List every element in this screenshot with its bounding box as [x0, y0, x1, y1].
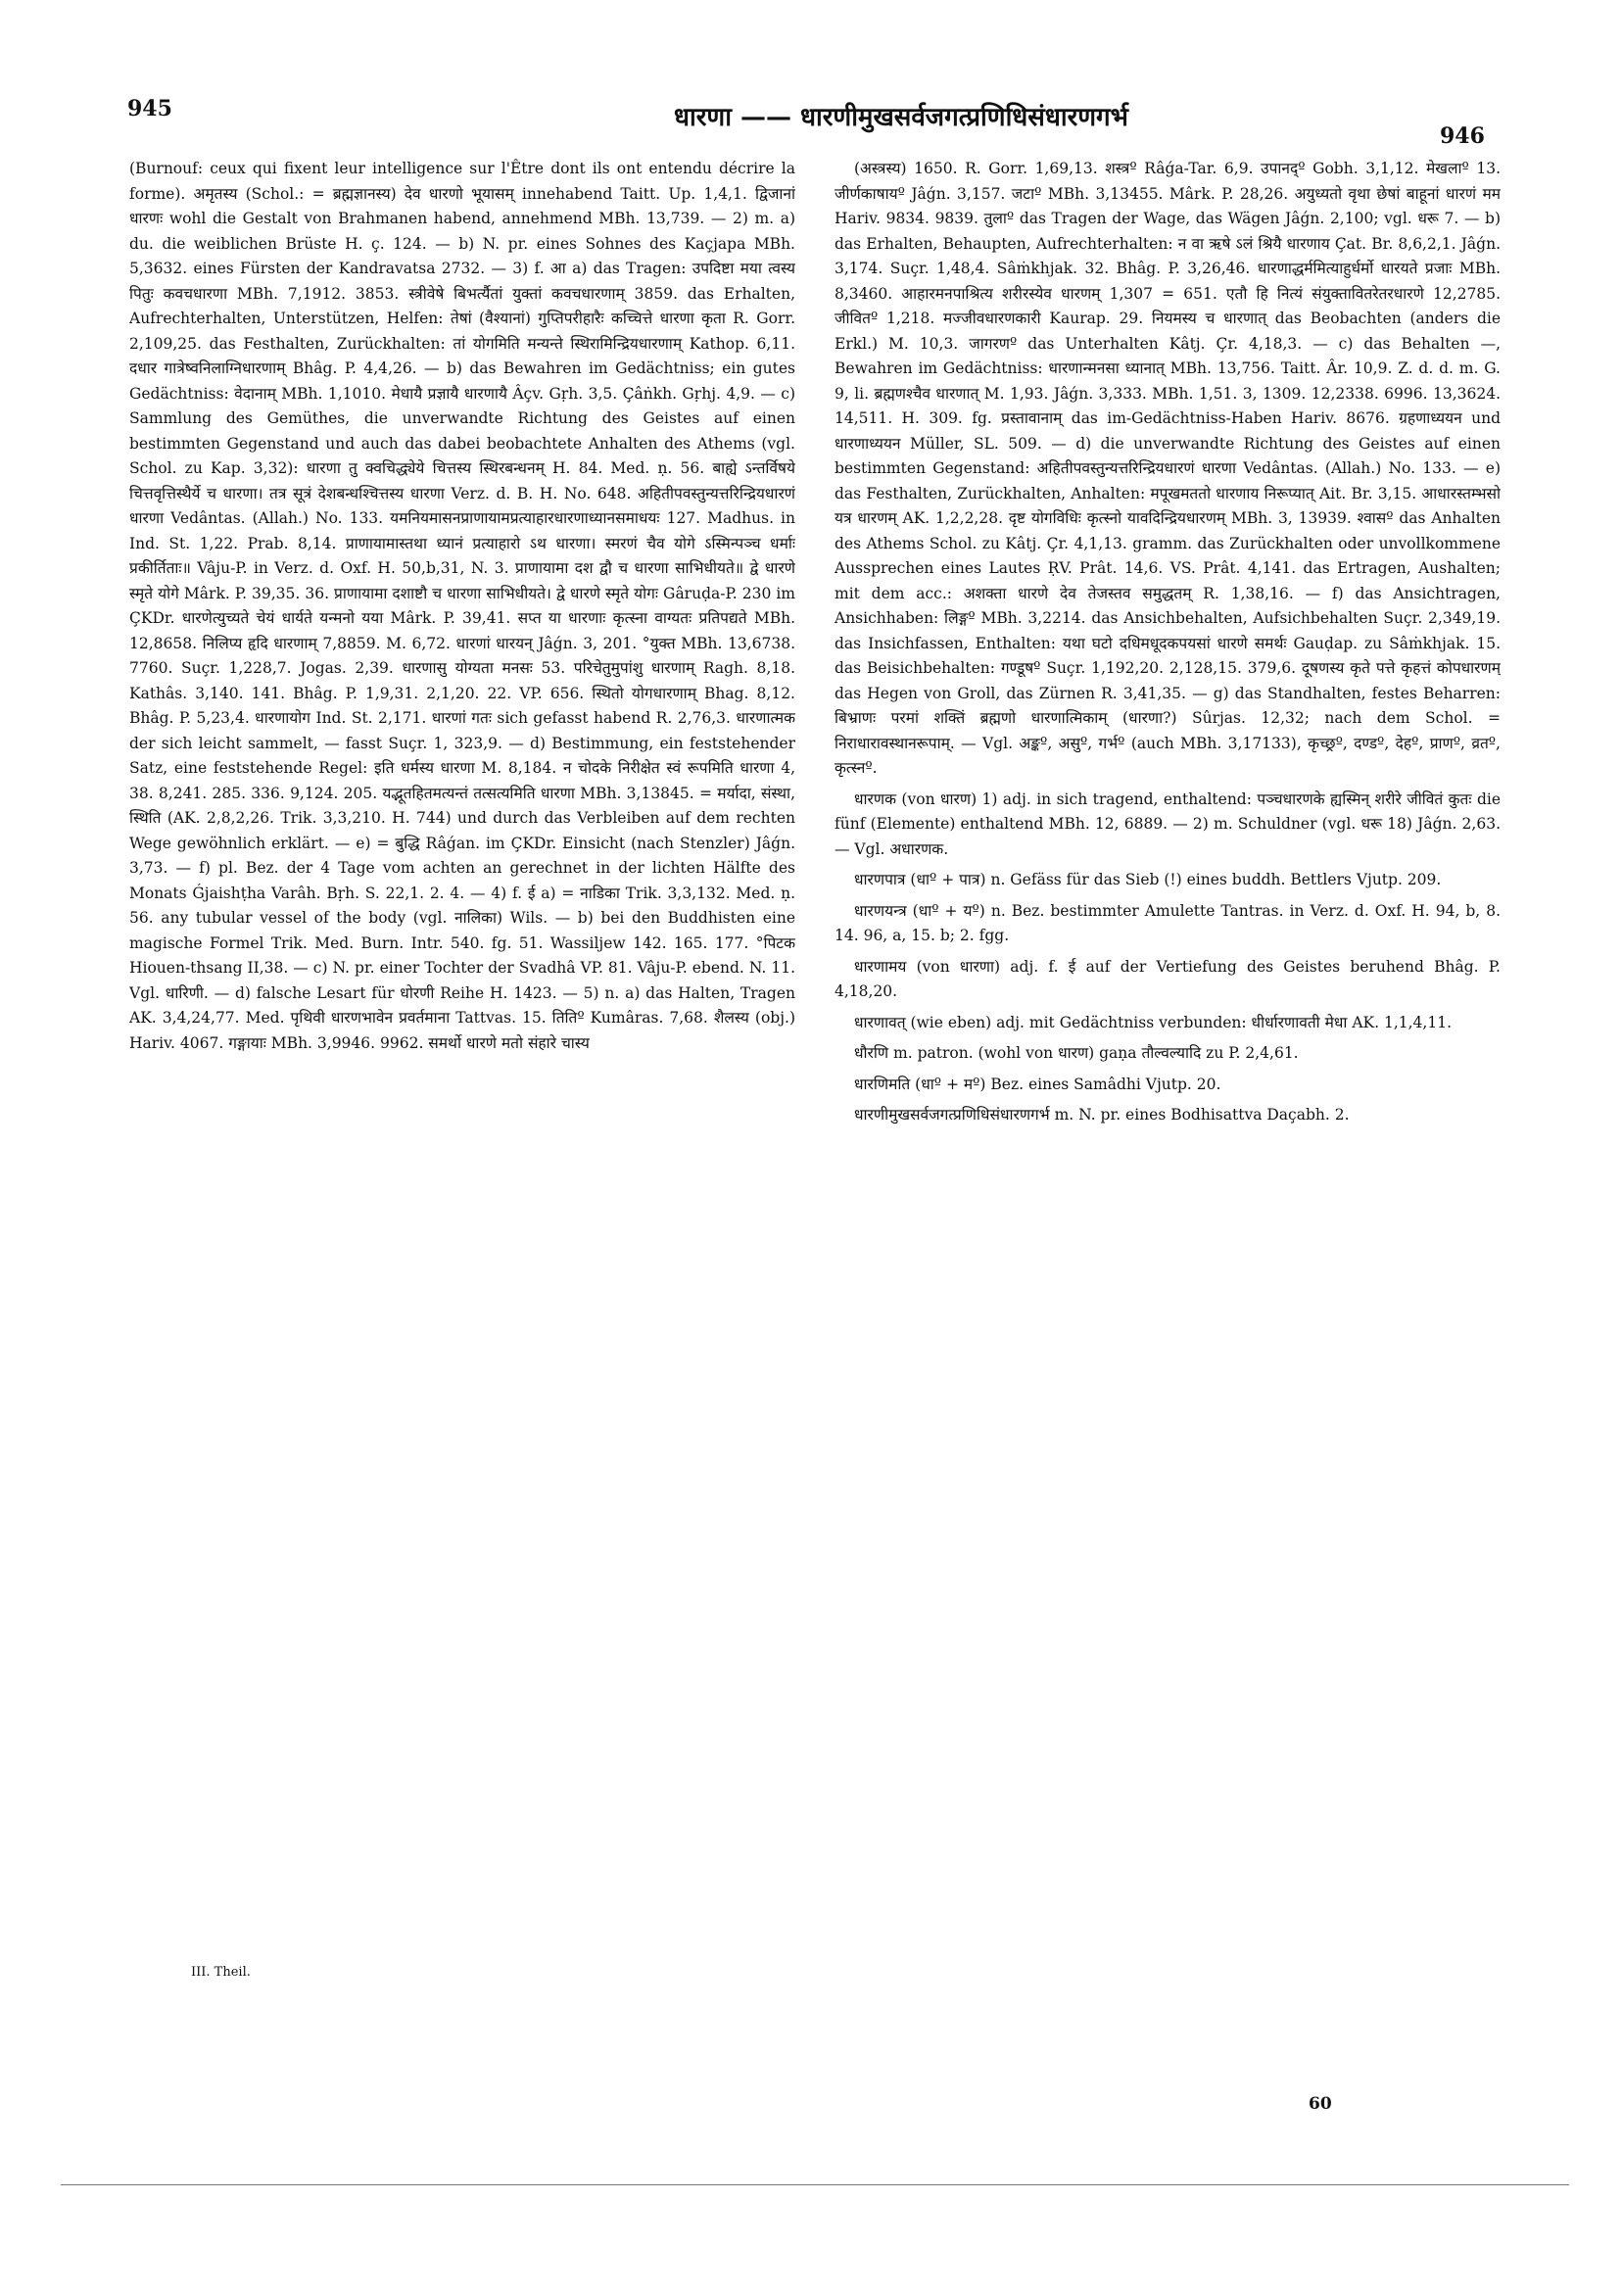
- right-column: [835, 157, 1501, 2096]
- entry-paragraph: धारणपात्र (धाº + पात्र) n. Gefäss für das Sieb (!) eines buddh. Bettlers Vjutp. 209.: [854, 871, 1442, 888]
- entry-paragraph: धौरणि m. patron. (wohl von धारण) gaṇa तौल्वल्यादि zu P. 2,4,61.: [854, 1044, 1299, 1062]
- bottom-rule: [61, 2184, 1569, 2185]
- running-title: धारणा —— धारणीमुखसर्वजगत्प्रणिधिसंधारणगर्भ: [674, 103, 1128, 132]
- entry-paragraph: धारणामय (von धारणा) adj. f. ई auf der Vertiefung des Geistes beruhend Bhâg. P. 4,18,20.: [835, 957, 1501, 1000]
- signature-mark: III. Theil.: [191, 1965, 251, 1980]
- entry-paragraph: धारणयन्त्र (धाº + यº) n. Bez. bestimmter Amulette Tantras. in Verz. d. Oxf. H. 94, b, 8. 14. 96, a, 15. b; 2. fgg.: [835, 901, 1501, 944]
- left-column: [129, 157, 795, 1969]
- entry-paragraph: धारणीमुखसर्वजगत्प्रणिधिसंधारणगर्भ m. N. pr. eines Bodhisattva Daçabh. 2.: [854, 1106, 1350, 1124]
- entry-paragraph: धारणिमति (धाº + मº) Bez. eines Samâdhi Vjutp. 20.: [854, 1075, 1221, 1093]
- page-number-left: 945: [127, 96, 172, 121]
- page-number-right: 946: [1440, 123, 1485, 149]
- sheet-number: 60: [1309, 2094, 1332, 2114]
- entry-paragraph: (Burnouf: ceux qui fixent leur intelligence sur l'Être dont ils ont entendu décrire la forme). अमृतस्य (Schol.: = ब्रह्मज्ञानस्य) देव धारणो भूयासम् innehabend Taitt. Up. 1,4,1. द्विजानां धारणः wohl die Gestalt von Brahmanen habend, annehmend MBh. 13,739. — 2) m. a) du. die weiblichen Brüste H. ç. 124. — b) N. pr. eines Sohnes des Kaçjapa MBh. 5,3632. eines Fürsten der Kandravatsa 2732. — 3) f. आ a) das Tragen: उपदिष्टा मया त्वस्य पितुः कवचधारणा MBh. 7,1912. 3853. स्त्रीवेषे बिभर्त्यैतां युक्तां कवचधारणाम् 3859. das Erhalten, Aufrechterhalten, Unterstützen, Helfen: तेषां (वैश्यानां) गुप्तिपरीहारैः कच्चित्ते धारणा कृता R. Gorr. 2,109,25. das Festhalten, Zurückhalten: तां योगमिति मन्यन्ते स्थिरामिन्द्रियधारणाम् Kathop. 6,11. दधार गात्रेष्वनिलाग्निधारणाम् Bhâg. P. 4,4,26. — b) das Bewahren im Gedächtniss; ein gutes Gedächtniss: वेदानाम् MBh. 1,1010. मेधायै प्रज्ञायै धारणायै Âçv. Gṛh. 3,5. Çâṅkh. Gṛhj. 4,9. — c) Sammlung des Gemüthes, die unverwandte Richtung des Geistes auf einen bestimmten Gegenstand und auch das dabei beobachtete Anhalten des Athems (vgl. Schol. zu Kap. 3,32): धारणा तु क्वचिद्ध्येये चित्तस्य स्थिरबन्धनम् H. 84. Med. ṇ. 56. बाह्ये ऽन्तर्विषये चित्तवृत्तिस्थैर्ये च धारणा। तत्र सूत्रं देशबन्धश्चित्तस्य धारणा Verz. d. B. H. No. 648. अहितीपवस्तुन्यत्तरिन्द्रियधारणं धारणा Vedântas. (Allah.) No. 133. यमनियमासनप्राणायामप्रत्याहारधारणाध्यानसमाधयः 127. Madhus. in Ind. St. 1,22. Prab. 8,14. प्राणायामास्तथा ध्यानं प्रत्याहारो ऽथ धारणा। स्मरणं चैव योगे ऽस्मिन्पञ्च धर्माः प्रकीर्तिताः॥ Vâju-P. in Verz. d. Oxf. H. 50,b,31, N. 3. प्राणायामा दश द्वौ च धारणा साभिधीयते॥ द्वे धारणे स्मृते योगे Mârk. P. 39,35. 36. प्राणायामा दशाष्टौ च धारणा साभिधीयते। द्वे धारणे स्मृते योगः Gâruḍa-P. 230 im ÇKDr. धारणेत्युच्यते चेयं धार्यते यन्मनो यया Mârk. P. 39,41. सप्त या धारणाः कृत्स्ना वाग्यतः प्रतिपद्यते MBh. 12,8658. निलिप्य हृदि धारणाम् 7,8859. M. 6,72. धारणां धारयन् Jâǵn. 3, 201. °युक्त MBh. 13,6738. 7760. Suçr. 1,228,7. Jogas. 2,39. धारणासु योग्यता मनसः 53. परिचेतुमुपांशु धारणाम् Ragh. 8,18. Kathâs. 3,140. 141. Bhâg. P. 1,9,31. 2,1,20. 22. VP. 656. स्थितो योगधारणाम् Bhag. 8,12. Bhâg. P. 5,23,4. धारणायोग Ind. St. 2,171. धारणां गतः sich gefasst habend R. 2,76,3. धारणात्मक der sich leicht sammelt, — fasst Suçr. 1, 323,9. — d) Bestimmung, ein feststehender Satz, eine feststehende Regel: इति धर्मस्य धारणा M. 8,184. न चोदके निरीक्षेत स्वं रूपमिति धारणा 4, 38. 8,241. 285. 336. 9,124. 205. यद्भूतहितमत्यन्तं तत्सत्यमिति धारणा MBh. 3,13845. = मर्यादा, संस्था, स्थिति (AK. 2,8,2,26. Trik. 3,3,210. H. 744) und durch das Verbleiben auf dem rechten Wege gewöhnlich erklärt. — e) = बुद्धि Râǵan. im ÇKDr. Einsicht (nach Stenzler) Jâǵn. 3,73. — f) pl. Bez. der 4 Tage vom achten an gerechnet in der lichten Hälfte des Monats Ǵjaishṭha Varâh. Bṛh. S. 22,1. 2. 4. — 4) f. ई a) = नाडिका Trik. 3,3,132. Med. ṇ. 56. any tubular vessel of the body (vgl. नालिका) Wils. — b) bei den Buddhisten eine magische Formel Trik. Med. Burn. Intr. 540. fg. 51. Wassiljew 142. 165. 177. °पिटक Hiouen-thsang II,38. — c) N. pr. einer Tochter der Svadhâ VP. 81. Vâju-P. ebend. N. 11. Vgl. धारिणी. — d) falsche Lesart für धोरणी Reihe H. 1423. — 5) n. a) das Halten, Tragen AK. 3,4,24,77. Med. पृथिवी धारणभावेन प्रवर्तमाना Tattvas. 15. तितिº Kumâras. 7,68. शैलस्य (obj.) Hariv. 4067. गङ्गायाः MBh. 3,9946. 9962. समर्थो धारणे मतो संहारे चास्य: [129, 160, 795, 1052]
- entry-paragraph: (अस्त्रस्य) 1650. R. Gorr. 1,69,13. शस्त्रº Râǵa-Tar. 6,9. उपानद्º Gobh. 3,1,12. मेखलाº 13. जीर्णकाषायº Jâǵn. 3,157. जटाº MBh. 3,13455. Mârk. P. 28,26. अयुध्यतो वृथा छेषां बाहूनां धारणं मम Hariv. 9834. 9839. तुलाº das Tragen der Wage, das Wägen Jâǵn. 2,100; vgl. धरू 7. — b) das Erhalten, Behaupten, Aufrechterhalten: न वा ऋषे ऽलं श्रियै धारणाय Çat. Br. 8,6,2,1. Jâǵn. 3,174. Suçr. 1,48,4. Sâṁkhjak. 32. Bhâg. P. 3,26,46. धारणाद्धर्ममित्याहुर्धर्मो धारयते प्रजाः MBh. 8,3460. आहारमनपाश्रित्य शरीरस्येव धारणम् 1,307 = 651. एतौ हि नित्यं संयुक्तावितरेतरधारणे 12,2785. जीवितº 1,218. मज्जीवधारणकारी Kaurap. 29. नियमस्य च धारणात् das Beobachten (anders die Erkl.) M. 10,3. जागरणº das Unterhalten Kâtj. Çr. 4,18,3. — c) das Behalten —, Bewahren im Gedächtniss: धारणान्मनसा ध्यानात् MBh. 13,756. Taitt. Âr. 10,9. Z. d. d. m. G. 9, li. ब्रह्मणश्चैव धारणात् M. 1,93. Jâǵn. 3,333. MBh. 1,51. 3, 1309. 12,2338. 6996. 13,3624. 14,511. H. 309. fg. प्रस्तावानाम् das im-Gedächtniss-Haben Hariv. 8676. ग्रहणाध्ययन und धारणाध्ययन Müller, SL. 509. — d) die unverwandte Richtung des Geistes auf einen bestimmten Gegenstand: अहितीपवस्तुन्यत्तरिन्द्रियधारणं धारणा Vedântas. (Allah.) No. 133. — e) das Festhalten, Zurückhalten, Anhalten: मपूखमततो धारणाय निरूप्यात् Ait. Br. 3,15. आधारस्तम्भसो यत्र धारणम् AK. 1,2,2,28. दृष्ट योगविधिः कृत्स्नो यावदिन्द्रियधारणम् MBh. 3, 13939. श्वासº das Anhalten des Athems Schol. zu Kâtj. Çr. 4,1,13. gramm. das Zurückhalten oder unvollkommene Aussprechen eines Lautes ṚV. Prât. 14,6. VS. Prât. 4,141. das Ertragen, Aushalten; mit dem acc.: अशक्ता धारणे देव तेजस्तव समुद्धतम् R. 1,38,16. — f) das Ansichtragen, Ansichhaben: लिङ्गº MBh. 3,2214. das Ansichbehalten, Aufsichbehalten Suçr. 2,349,19. das Insichfassen, Enthalten: यथा घटो दधिमधूदकपयसां धारणे समर्थः Gauḍap. zu Sâṁkhjak. 15. das Beisichbehalten: गण्डूषº Suçr. 1,192,20. 2,128,15. 379,6. दूषणस्य कृते पत्ते कृहत्तं कोपधारणम् das Hegen von Groll, das Zürnen R. 3,41,35. — g) das Standhalten, festes Beharren: बिभ्राणः परमां शक्तिं ब्रह्मणो धारणात्मिकाम् (धारणा?) Sûrjas. 12,32; nach dem Schol. = निराधारावस्थानरूपाम्. — Vgl. अङ्कº, असुº, गर्भº (auch MBh. 3,17133), कृच्छ्रº, दण्डº, देहº, प्राणº, व्रतº, कृत्स्नº.: [835, 160, 1501, 777]
- entry-paragraph: धारणावत् (wie eben) adj. mit Gedächtniss verbunden: धीर्धारणावती मेधा AK. 1,1,4,11.: [854, 1013, 1452, 1031]
- entry-paragraph: धारणक (von धारण) 1) adj. in sich tragend, enthaltend: पञ्चधारणके ह्यस्मिन् शरीरे जीवितं कुतः die fünf (Elemente) enthaltend MBh. 12, 6889. — 2) m. Schuldner (vgl. धरू 18) Jâǵn. 2,63. — Vgl. अधारणक.: [835, 789, 1501, 858]
